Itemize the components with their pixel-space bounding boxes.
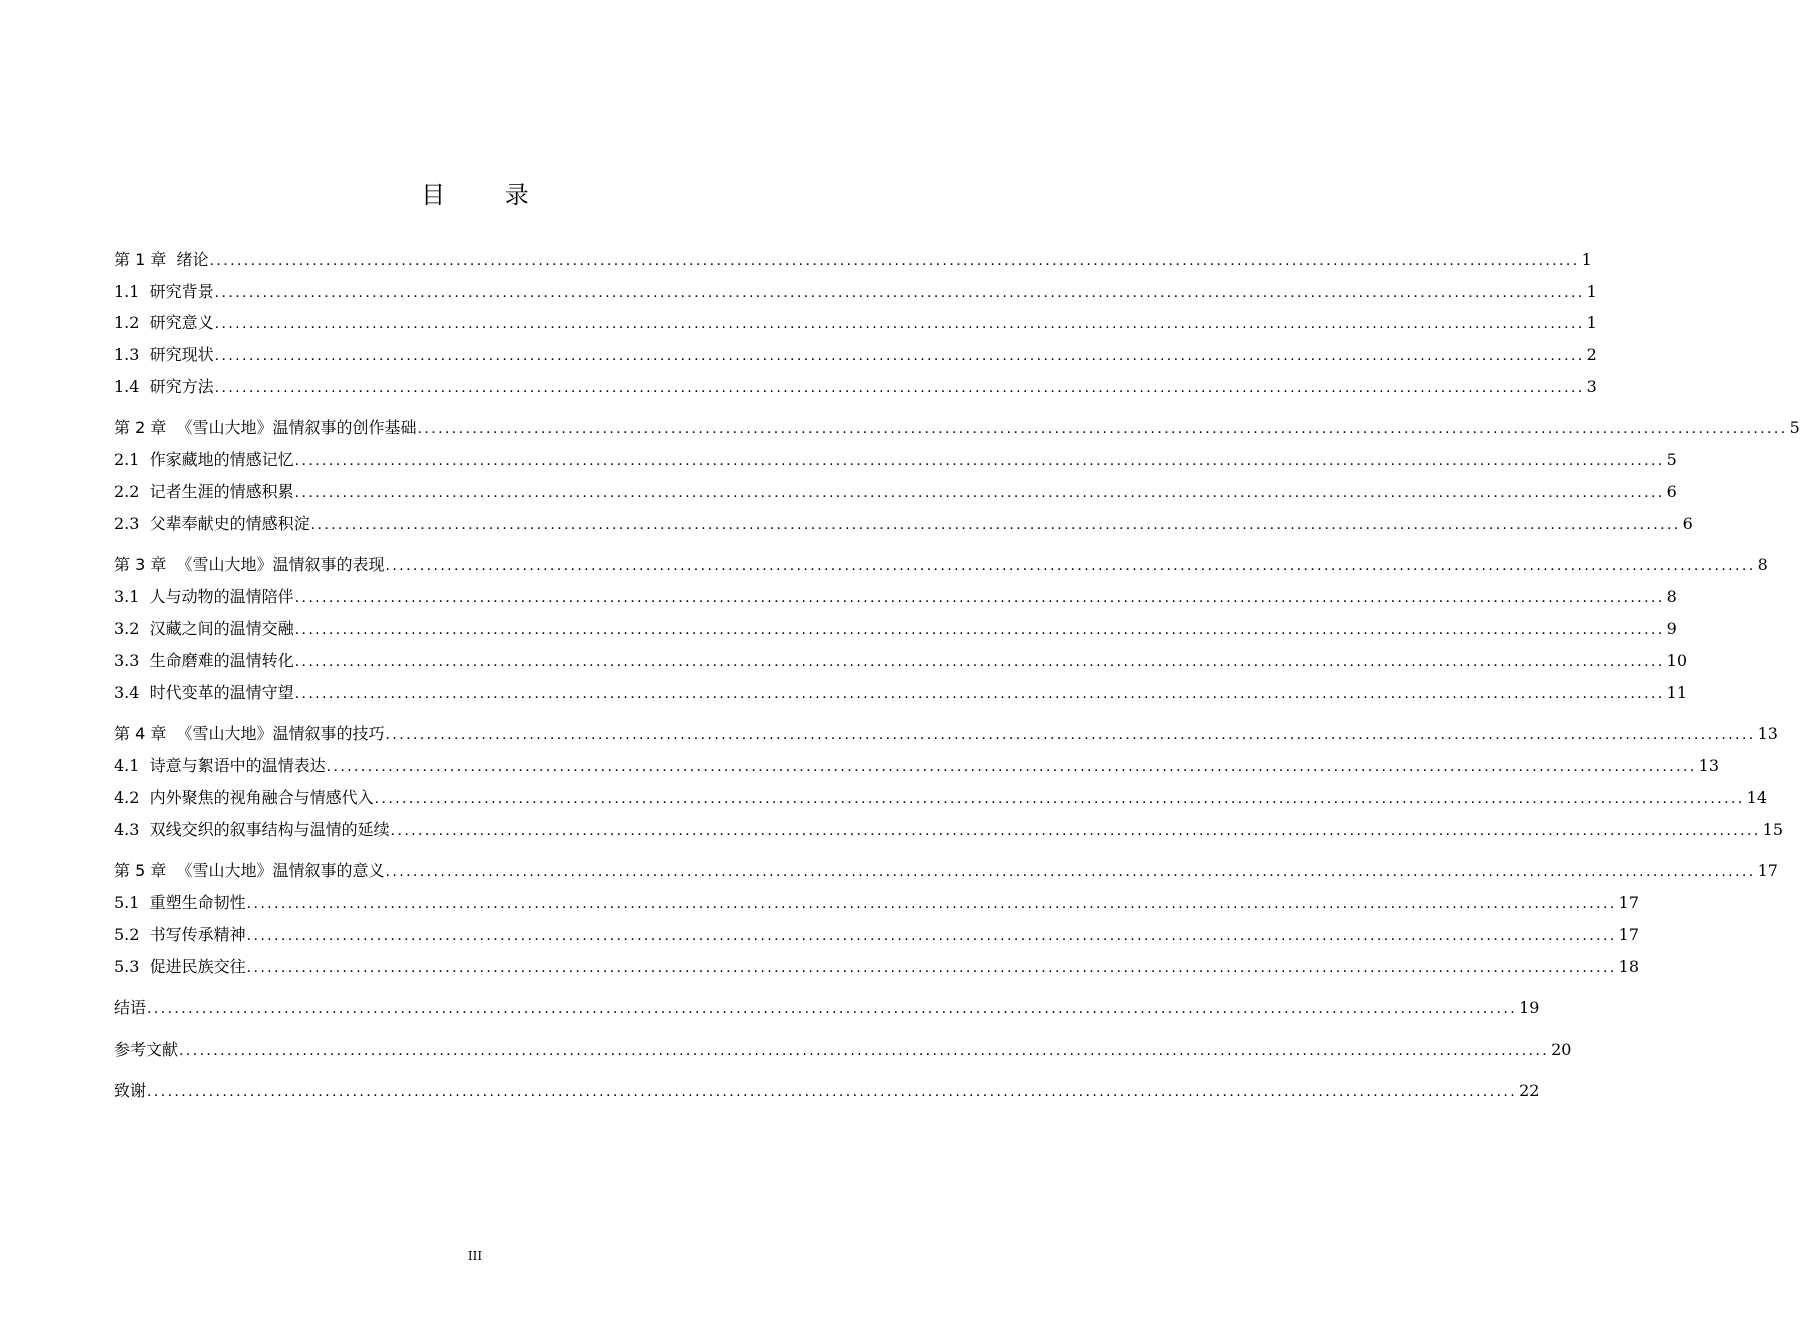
toc-entry[interactable] bbox=[114, 480, 1677, 504]
toc-entry-page: 14 bbox=[1746, 788, 1768, 807]
toc-entry[interactable] bbox=[114, 754, 1720, 778]
toc-entry-text: 1.1 研究背景 bbox=[114, 282, 214, 301]
toc-entry-page: 11 bbox=[1666, 683, 1688, 702]
toc-leader-dots: ........................................................................................................................................................................................................ bbox=[417, 421, 1788, 437]
toc-leader-dots: ........................................................................................................................................................................................................ bbox=[390, 823, 1761, 839]
toc-entry-text: 3.2 汉藏之间的温情交融 bbox=[114, 619, 294, 638]
toc-entry[interactable] bbox=[114, 375, 1597, 399]
toc-entry-page: 17 bbox=[1618, 925, 1640, 944]
toc-entry-text: 2.1 作家藏地的情感记忆 bbox=[114, 450, 294, 469]
toc-entry-text: 3.4 时代变革的温情守望 bbox=[114, 683, 294, 702]
toc-entry[interactable] bbox=[114, 681, 1688, 705]
toc-entry[interactable] bbox=[114, 786, 1768, 810]
toc-leader-dots: ........................................................................................................................................................................................................ bbox=[246, 960, 1617, 976]
toc-entry-text: 2.2 记者生涯的情感积累 bbox=[114, 482, 294, 501]
toc-entry[interactable] bbox=[114, 512, 1693, 536]
toc-leader-dots: ........................................................................................................................................................................................................ bbox=[385, 727, 1756, 743]
toc-entry-page: 6 bbox=[1682, 514, 1693, 533]
toc-title: 目 录 bbox=[421, 181, 555, 209]
toc-entry-text: 4.1 诗意与絮语中的温情表达 bbox=[114, 756, 326, 775]
toc-entry[interactable] bbox=[114, 248, 1592, 272]
toc-entry-text: 参考文献 bbox=[114, 1040, 179, 1059]
toc-entry[interactable] bbox=[114, 311, 1597, 335]
toc-entry-page: 13 bbox=[1757, 724, 1778, 743]
toc-leader-dots: ........................................................................................................................................................................................................ bbox=[326, 759, 1697, 775]
page-number: III bbox=[467, 1249, 483, 1263]
toc-leader-dots: ........................................................................................................................................................................................................ bbox=[294, 686, 1665, 702]
toc-leader-dots: ........................................................................................................................................................................................................ bbox=[209, 253, 1580, 269]
toc-leader-dots: ........................................................................................................................................................................................................ bbox=[374, 791, 1745, 807]
toc-entry[interactable] bbox=[114, 416, 1800, 440]
toc-leader-dots: ........................................................................................................................................................................................................ bbox=[310, 517, 1681, 533]
toc-leader-dots: ........................................................................................................................................................................................................ bbox=[214, 348, 1585, 364]
toc-entry[interactable] bbox=[114, 891, 1640, 915]
toc-leader-dots: ........................................................................................................................................................................................................ bbox=[214, 380, 1585, 396]
toc-entry[interactable] bbox=[114, 996, 1540, 1020]
toc-entry-text: 5.1 重塑生命韧性 bbox=[114, 893, 246, 912]
toc-entry-page: 10 bbox=[1666, 651, 1688, 670]
toc-entry-text: 第 3 章 《雪山大地》温情叙事的表现 bbox=[114, 555, 385, 574]
toc-entry-page: 5 bbox=[1789, 418, 1800, 437]
toc-entry[interactable] bbox=[114, 923, 1640, 947]
toc-leader-dots: ........................................................................................................................................................................................................ bbox=[147, 1084, 1518, 1100]
toc-entry-page: 17 bbox=[1757, 861, 1778, 880]
toc-leader-dots: ........................................................................................................................................................................................................ bbox=[385, 864, 1756, 880]
toc-entry-page: 18 bbox=[1618, 957, 1640, 976]
toc-entry-text: 1.3 研究现状 bbox=[114, 345, 214, 364]
toc-entry-text: 致谢 bbox=[114, 1081, 147, 1100]
toc-leader-dots: ........................................................................................................................................................................................................ bbox=[294, 654, 1665, 670]
toc-entry[interactable] bbox=[114, 280, 1597, 304]
toc-leader-dots: ........................................................................................................................................................................................................ bbox=[214, 316, 1585, 332]
toc-entry[interactable] bbox=[114, 585, 1677, 609]
toc-entry-text: 1.4 研究方法 bbox=[114, 377, 214, 396]
toc-entry[interactable] bbox=[114, 343, 1597, 367]
toc-entry-page: 13 bbox=[1698, 756, 1720, 775]
toc-leader-dots: ........................................................................................................................................................................................................ bbox=[294, 590, 1665, 606]
toc-leader-dots: ........................................................................................................................................................................................................ bbox=[179, 1043, 1550, 1059]
toc-entry-text: 第 4 章 《雪山大地》温情叙事的技巧 bbox=[114, 724, 385, 743]
toc-entry[interactable] bbox=[114, 1038, 1572, 1062]
toc-entry-page: 17 bbox=[1618, 893, 1640, 912]
toc-entry-text: 3.1 人与动物的温情陪伴 bbox=[114, 587, 294, 606]
toc-entry-page: 9 bbox=[1666, 619, 1677, 638]
toc-entry-page: 1 bbox=[1586, 282, 1597, 301]
toc-entry-page: 8 bbox=[1757, 555, 1768, 574]
toc-leader-dots: ........................................................................................................................................................................................................ bbox=[385, 558, 1756, 574]
toc-entry-page: 22 bbox=[1519, 1081, 1540, 1100]
toc-entry-text: 5.2 书写传承精神 bbox=[114, 925, 246, 944]
toc-entry-text: 第 5 章 《雪山大地》温情叙事的意义 bbox=[114, 861, 385, 880]
toc-entry-text: 3.3 生命磨难的温情转化 bbox=[114, 651, 294, 670]
toc-entry-text: 2.3 父辈奉献史的情感积淀 bbox=[114, 514, 310, 533]
toc-entry[interactable] bbox=[114, 649, 1688, 673]
toc-entry[interactable] bbox=[114, 617, 1677, 641]
toc-entry-page: 1 bbox=[1586, 313, 1597, 332]
toc-entry-page: 6 bbox=[1666, 482, 1677, 501]
toc-entry-text: 第 2 章 《雪山大地》温情叙事的创作基础 bbox=[114, 418, 417, 437]
toc-entry-text: 5.3 促进民族交往 bbox=[114, 957, 246, 976]
toc-entry-page: 2 bbox=[1586, 345, 1597, 364]
toc-entry[interactable] bbox=[114, 955, 1640, 979]
toc-leader-dots: ........................................................................................................................................................................................................ bbox=[246, 896, 1617, 912]
toc-entry-text: 4.2 内外聚焦的视角融合与情感代入 bbox=[114, 788, 374, 807]
toc-leader-dots: ........................................................................................................................................................................................................ bbox=[294, 485, 1665, 501]
toc-entry-page: 8 bbox=[1666, 587, 1677, 606]
toc-entry[interactable] bbox=[114, 722, 1778, 746]
toc-entry-text: 4.3 双线交织的叙事结构与温情的延续 bbox=[114, 820, 390, 839]
toc-entry[interactable] bbox=[114, 818, 1784, 842]
toc-entry-page: 3 bbox=[1586, 377, 1597, 396]
toc-entry[interactable] bbox=[114, 859, 1778, 883]
toc-leader-dots: ........................................................................................................................................................................................................ bbox=[147, 1001, 1518, 1017]
toc-entry[interactable] bbox=[114, 448, 1677, 472]
toc-leader-dots: ........................................................................................................................................................................................................ bbox=[294, 622, 1665, 638]
toc-entry-text: 第 1 章 绪论 bbox=[114, 250, 209, 269]
toc-entry-text: 结语 bbox=[114, 998, 147, 1017]
toc-list bbox=[114, 0, 1800, 1344]
toc-entry[interactable] bbox=[114, 1079, 1540, 1103]
toc-leader-dots: ........................................................................................................................................................................................................ bbox=[246, 928, 1617, 944]
toc-entry[interactable] bbox=[114, 553, 1768, 577]
toc-entry-page: 5 bbox=[1666, 450, 1677, 469]
toc-entry-page: 19 bbox=[1519, 998, 1540, 1017]
toc-leader-dots: ........................................................................................................................................................................................................ bbox=[294, 453, 1665, 469]
toc-entry-page: 15 bbox=[1762, 820, 1784, 839]
toc-entry-page: 1 bbox=[1581, 250, 1592, 269]
toc-entry-page: 20 bbox=[1551, 1040, 1572, 1059]
toc-leader-dots: ........................................................................................................................................................................................................ bbox=[214, 285, 1585, 301]
toc-entry-text: 1.2 研究意义 bbox=[114, 313, 214, 332]
